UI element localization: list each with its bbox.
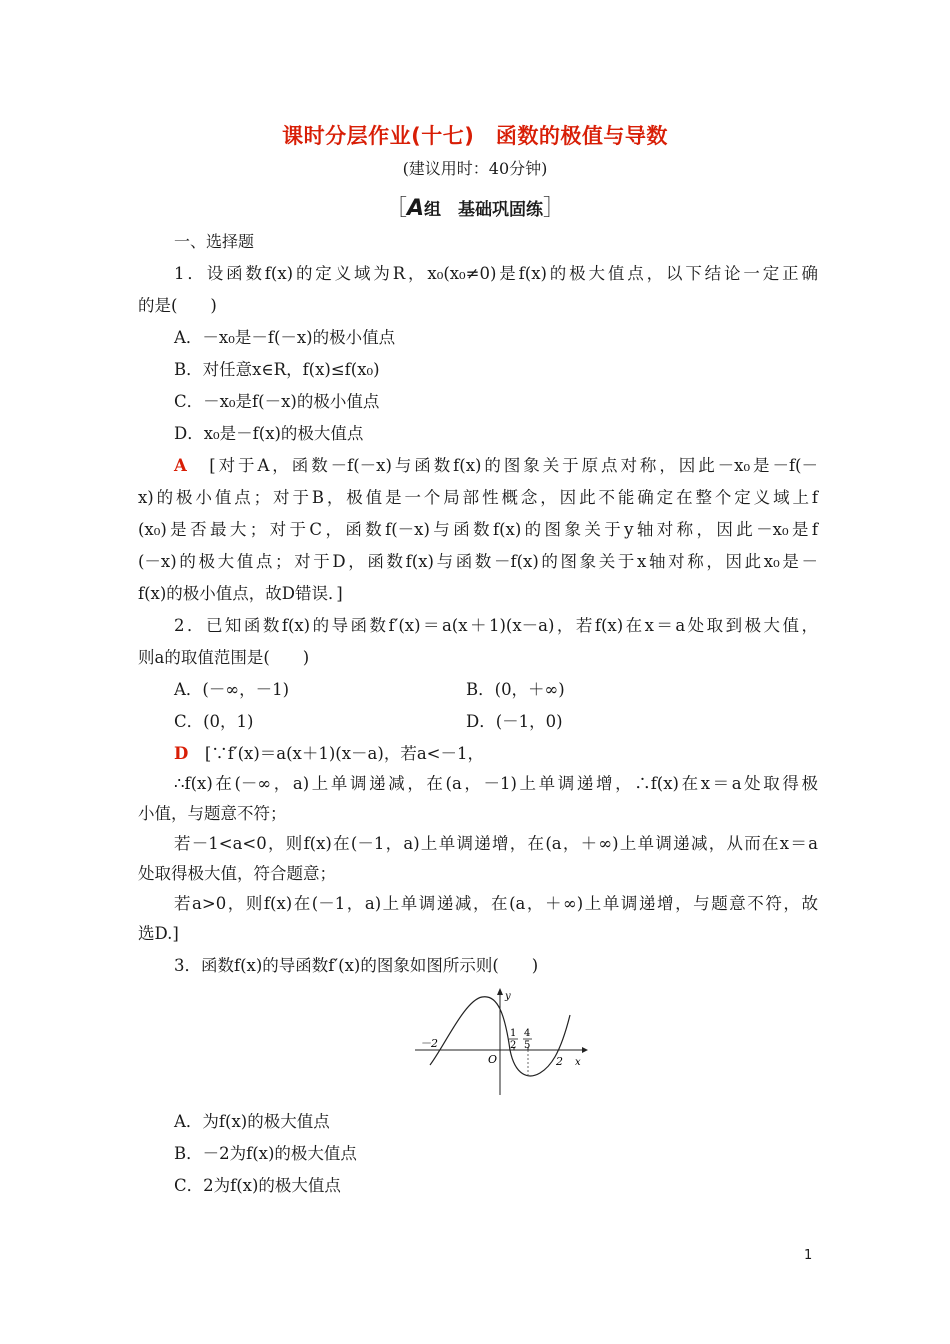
q1-solution-line1: A [对于A，函数－f(－x)与函数f(x)的图象关于原点对称，因此－x₀是－f(－ (174, 456, 818, 475)
derivative-graph (410, 985, 590, 1100)
q1-solution-line3: (x₀)是否最大；对于C，函数f(－x)与函数f(x)的图象关于y轴对称，因此－x₀是f (138, 520, 818, 539)
q2-solution-line2: ∴f(x)在(－∞，a)上单调递减，在(a，－1)上单调递增，∴f(x)在x＝a处取得极 (174, 774, 818, 793)
label-half-num: 1 (510, 1028, 517, 1039)
q3-option-c: C．2为f(x)的极大值点 (174, 1176, 341, 1195)
q1-answer: A (174, 456, 187, 475)
label-45-num: 4 (524, 1028, 531, 1039)
label-y: y (505, 991, 511, 1002)
page-number: 1 (804, 1248, 813, 1263)
q1-solution-line2: x)的极小值点；对于B，极值是一个局部性概念，因此不能确定在整个定义域上f (138, 488, 818, 507)
q2-options-row2 (174, 710, 818, 734)
y-axis-arrow-icon (497, 988, 503, 995)
q1-option-d: D．x₀是－f(x)的极大值点 (174, 424, 364, 443)
label-two: 2 (556, 1055, 563, 1068)
group-heading (0, 191, 950, 222)
section-heading: 一、选择题 (174, 232, 255, 251)
q2-options-row1 (174, 678, 818, 702)
label-45-den: 5 (524, 1040, 531, 1051)
q1-option-a: A．－x₀是－f(－x)的极小值点 (174, 328, 396, 347)
q2-stem-line1: 2．已知函数f(x)的导函数f′(x)＝a(x＋1)(x－a)，若f(x)在x＝a处取到极大值， (174, 616, 818, 635)
group-label: 组 基础巩固练 (424, 200, 544, 220)
label-origin: O (488, 1053, 498, 1066)
q3-stem: 3．函数f(x)的导函数f′(x)的图象如图所示则( ) (174, 956, 539, 975)
q3-option-a: A．为f(x)的极大值点 (174, 1112, 330, 1131)
q2-option-d: D．(－1，0) (466, 712, 563, 731)
q2-solution-line6: 若a>0，则f(x)在(－1，a)上单调递减，在(a，＋∞)上单调递增，与题意不符，故 (174, 894, 818, 913)
q2-option-c: C．(0，1) (174, 712, 254, 731)
q1-option-b: B．对任意x∈R，f(x)≤f(x₀) (174, 360, 380, 379)
label-neg2: －2 (420, 1037, 438, 1050)
q1-solution-line5: f(x)的极小值点，故D错误．] (138, 584, 343, 603)
q1-stem-line1: 1．设函数f(x)的定义域为R，x₀(x₀≠0)是f(x)的极大值点，以下结论一定正确 (174, 264, 818, 283)
q1-stem-line2: 的是( ) (138, 296, 217, 315)
q2-option-b: B．(0，＋∞) (466, 680, 565, 699)
q2-answer: D (174, 744, 189, 763)
q3-option-b: B．－2为f(x)的极大值点 (174, 1144, 357, 1163)
label-x: x (575, 1057, 581, 1068)
q2-solution-line3: 小值，与题意不符； (138, 804, 287, 823)
q2-stem-line2: 则a的取值范围是( ) (138, 648, 310, 667)
group-bracket-open: ［ (384, 196, 407, 221)
label-half-den: 2 (510, 1040, 517, 1051)
x-axis-arrow-icon (582, 1047, 588, 1053)
q2-solution-line5: 处取得极大值，符合题意； (138, 864, 336, 883)
group-bracket-close: ］ (543, 196, 566, 221)
q1-option-c: C．－x₀是f(－x)的极小值点 (174, 392, 380, 411)
suggested-time: (建议用时：40分钟) (402, 159, 548, 178)
q2-solution-line7: 选D.] (138, 924, 179, 943)
page-title: 课时分层作业(十七) 函数的极值与导数 (282, 124, 668, 148)
q1-solution-line4: (－x)的极大值点；对于D，函数f(x)与函数－f(x)的图象关于x轴对称，因此x₀是－ (138, 552, 818, 571)
q2-option-a: A．(－∞，－1) (174, 680, 290, 699)
q2-solution-line4: 若－1<a<0，则f(x)在(－1，a)上单调递增，在(a，＋∞)上单调递减，从而在x＝a (174, 834, 818, 853)
group-letter: A (406, 196, 425, 221)
q2-solution-line1: D [∵f′(x)＝a(x＋1)(x－a)，若a<－1， (174, 744, 484, 763)
